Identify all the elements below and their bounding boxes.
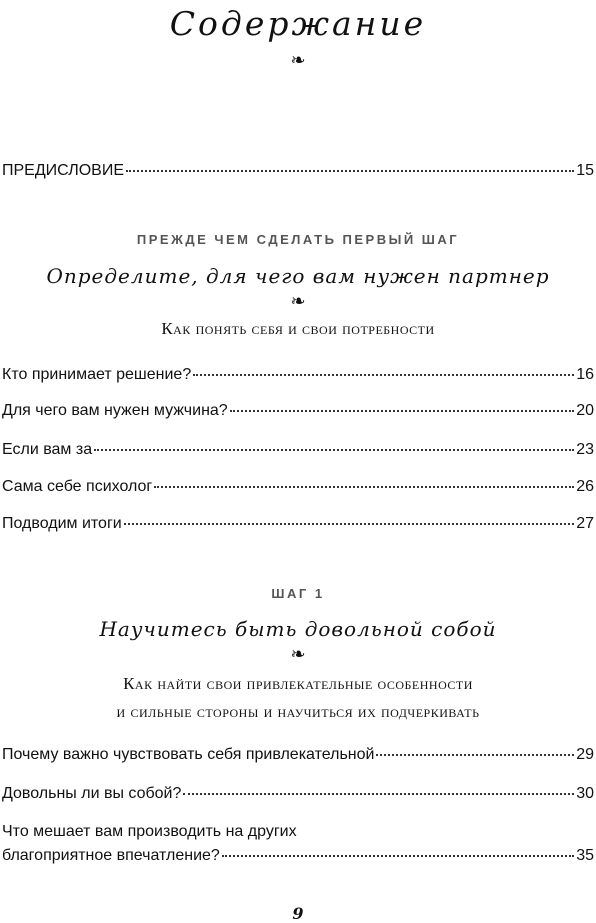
toc-entry-label: Кто принимает решение?: [2, 366, 192, 383]
toc-entry-page: 27: [576, 515, 594, 532]
leader-dots: [193, 374, 574, 376]
toc-entry-page: 29: [576, 746, 594, 763]
leader-dots: [124, 523, 574, 525]
toc-entry[interactable]: [2, 514, 594, 534]
toc-entry-label: Для чего вам нужен мужчина?: [2, 402, 228, 419]
toc-entry-label: Подводим итоги: [2, 515, 122, 532]
part-title: Определите, для чего вам нужен партнер: [46, 264, 550, 288]
part-subtitle: Как найти свои привлекательные особенности: [123, 674, 473, 693]
toc-entry[interactable]: [2, 365, 594, 385]
leader-dots: [94, 449, 574, 451]
toc-entry-label: ПРЕДИСЛОВИЕ: [2, 162, 124, 179]
toc-entry-page: 23: [576, 441, 594, 458]
part-label: ПРЕЖДЕ ЧЕМ СДЕЛАТЬ ПЕРВЫЙ ШАГ: [136, 232, 460, 247]
page-number: 9: [292, 904, 304, 923]
toc-entry-page: 35: [576, 847, 594, 864]
toc-entry[interactable]: [2, 477, 594, 497]
toc-entry-page: 26: [576, 478, 594, 495]
part-title: Научитесь быть довольной собой: [99, 617, 497, 641]
toc-entry-page: 30: [576, 785, 594, 802]
ornament-icon: ❧: [290, 291, 306, 312]
toc-entry-preface[interactable]: [2, 161, 594, 181]
toc-entry-label: Почему важно чувствовать себя привлекательной: [2, 746, 375, 763]
part-label: ШАГ 1: [271, 586, 325, 601]
leader-dots: [126, 170, 574, 172]
toc-entry[interactable]: [2, 745, 594, 765]
page-title: Содержание: [169, 4, 427, 43]
toc-entry[interactable]: [2, 784, 594, 804]
leader-dots: [154, 486, 574, 488]
toc-entry[interactable]: [2, 401, 594, 421]
toc-entry-page: 16: [576, 366, 594, 383]
toc-entry-page: 15: [576, 162, 594, 179]
toc-entry[interactable]: [2, 440, 594, 460]
toc-entry-label: благоприятное впечатление?: [2, 847, 220, 864]
toc-entry-label-line1: Что мешает вам производить на других: [2, 823, 297, 840]
ornament-icon: ❧: [290, 644, 306, 665]
toc-entry-label: Сама себе психолог: [2, 478, 153, 495]
toc-entry[interactable]: [2, 846, 594, 866]
toc-entry-label: Если вам за: [2, 441, 93, 458]
ornament-icon: ❧: [290, 50, 306, 71]
leader-dots: [222, 855, 574, 857]
leader-dots: [376, 754, 574, 756]
part-subtitle: и сильные стороны и научиться их подчеркивать: [116, 702, 480, 721]
leader-dots: [230, 410, 575, 412]
toc-entry-page: 20: [576, 402, 594, 419]
toc-entry-label: Довольны ли вы собой?: [2, 785, 182, 802]
part-subtitle: Как понять себя и свои потребности: [161, 319, 435, 338]
leader-dots: [183, 793, 574, 795]
